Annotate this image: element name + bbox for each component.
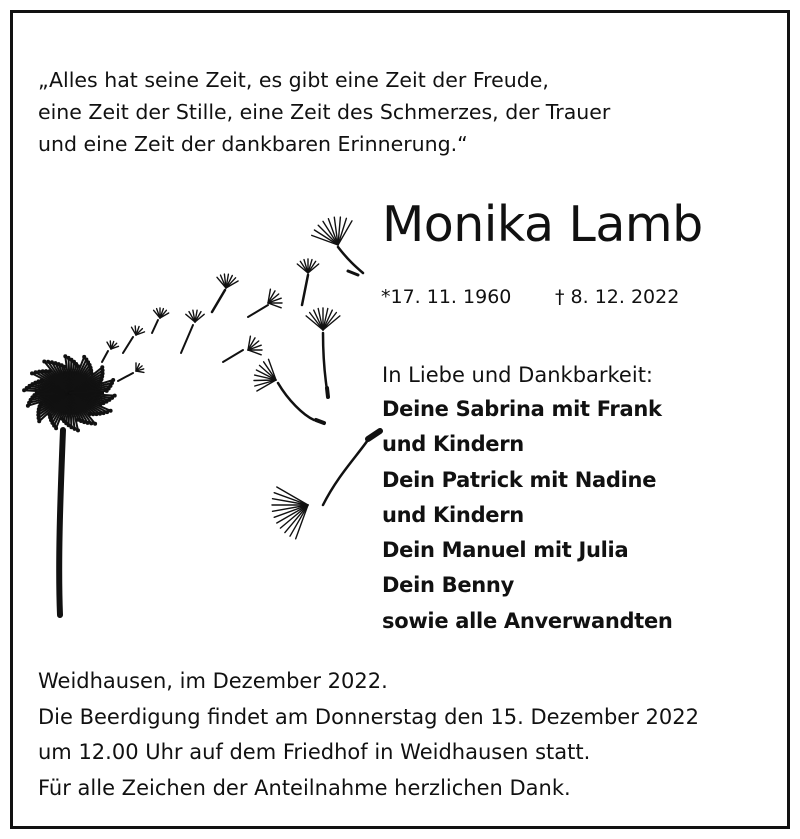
birth-date: *17. 11. 1960	[381, 286, 512, 308]
footer-text	[38, 664, 699, 806]
mourner-line: Dein Benny	[382, 573, 514, 598]
footer-line: Die Beerdigung findet am Donnerstag den 15. Dezember 2022	[38, 704, 699, 729]
footer-line: um 12.00 Uhr auf dem Friedhof in Weidhausen statt.	[38, 740, 591, 764]
quote-line: eine Zeit der Stille, eine Zeit des Schmerzes, der Trauer	[38, 100, 611, 124]
mourner-line: Deine Sabrina mit Frank	[382, 397, 662, 421]
dandelion-icon	[18, 205, 388, 620]
mourner-line: und Kindern	[382, 502, 524, 527]
mourner-line: Dein Patrick mit Nadine	[382, 467, 657, 492]
footer-line: Für alle Zeichen der Anteilnahme herzlichen Dank.	[38, 775, 571, 800]
mourner-line: sowie alle Anverwandten	[382, 608, 673, 633]
mourner-line: Dein Manuel mit Julia	[382, 538, 629, 563]
death-date: † 8. 12. 2022	[555, 286, 680, 308]
quote-line: und eine Zeit der dankbaren Erinnerung.“	[38, 132, 468, 156]
deceased-name: Monika Lamb	[382, 196, 703, 253]
quote-line: „Alles hat seine Zeit, es gibt eine Zeit der Freude,	[38, 68, 549, 92]
mourner-line: und Kindern	[382, 432, 524, 457]
quote	[38, 64, 610, 160]
footer-line: Weidhausen, im Dezember 2022.	[38, 669, 388, 693]
mourners-list	[382, 392, 673, 639]
mourners-intro: In Liebe und Dankbarkeit:	[382, 363, 654, 387]
